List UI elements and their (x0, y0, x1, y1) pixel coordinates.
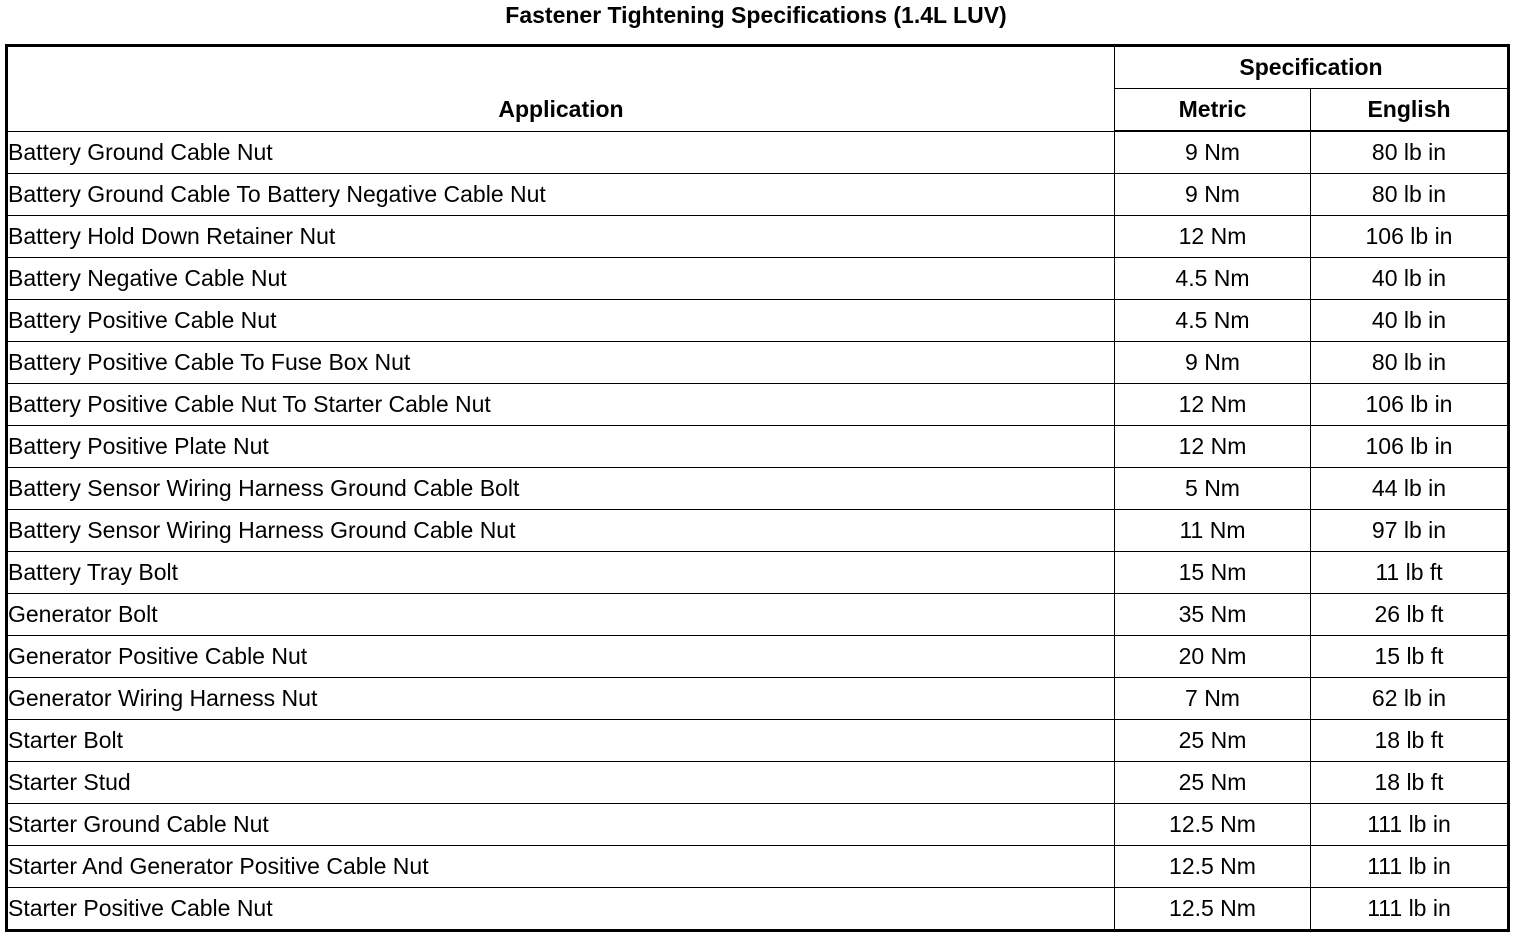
english-cell: 97 lb in (1311, 510, 1509, 552)
application-cell: Generator Bolt (7, 594, 1115, 636)
table-body (7, 131, 1509, 931)
table-row (7, 720, 1509, 762)
metric-cell: 15 Nm (1115, 552, 1311, 594)
english-cell: 40 lb in (1311, 300, 1509, 342)
metric-cell: 4.5 Nm (1115, 300, 1311, 342)
application-cell: Battery Ground Cable To Battery Negative Cable Nut (7, 174, 1115, 216)
application-cell: Battery Positive Cable To Fuse Box Nut (7, 342, 1115, 384)
application-cell: Generator Wiring Harness Nut (7, 678, 1115, 720)
english-cell: 15 lb ft (1311, 636, 1509, 678)
metric-cell: 12.5 Nm (1115, 846, 1311, 888)
table-row (7, 552, 1509, 594)
metric-cell: 25 Nm (1115, 720, 1311, 762)
metric-cell: 12.5 Nm (1115, 804, 1311, 846)
table-header (7, 46, 1509, 132)
application-cell: Battery Positive Cable Nut To Starter Cable Nut (7, 384, 1115, 426)
application-cell: Battery Negative Cable Nut (7, 258, 1115, 300)
application-cell: Battery Sensor Wiring Harness Ground Cable Bolt (7, 468, 1115, 510)
table-row (7, 888, 1509, 931)
metric-cell: 9 Nm (1115, 342, 1311, 384)
english-column-header: English (1311, 89, 1509, 132)
application-cell: Starter And Generator Positive Cable Nut (7, 846, 1115, 888)
english-cell: 80 lb in (1311, 342, 1509, 384)
table-row (7, 678, 1509, 720)
application-cell: Battery Positive Plate Nut (7, 426, 1115, 468)
table-row (7, 131, 1509, 174)
table-row (7, 258, 1509, 300)
application-cell: Battery Positive Cable Nut (7, 300, 1115, 342)
page-title: Fastener Tightening Specifications (1.4L LUV) (505, 2, 1007, 28)
metric-column-header: Metric (1115, 89, 1311, 132)
table-row (7, 426, 1509, 468)
english-cell: 111 lb in (1311, 888, 1509, 931)
table-row (7, 804, 1509, 846)
metric-cell: 25 Nm (1115, 762, 1311, 804)
table-row (7, 216, 1509, 258)
metric-cell: 7 Nm (1115, 678, 1311, 720)
application-cell: Starter Bolt (7, 720, 1115, 762)
application-cell: Battery Tray Bolt (7, 552, 1115, 594)
fastener-spec-table (5, 44, 1510, 932)
table-row (7, 300, 1509, 342)
english-cell: 111 lb in (1311, 804, 1509, 846)
english-cell: 62 lb in (1311, 678, 1509, 720)
table-row (7, 384, 1509, 426)
english-cell: 18 lb ft (1311, 762, 1509, 804)
metric-cell: 4.5 Nm (1115, 258, 1311, 300)
english-cell: 111 lb in (1311, 846, 1509, 888)
table-row (7, 846, 1509, 888)
metric-cell: 9 Nm (1115, 174, 1311, 216)
english-cell: 26 lb ft (1311, 594, 1509, 636)
english-cell: 18 lb ft (1311, 720, 1509, 762)
english-cell: 106 lb in (1311, 426, 1509, 468)
metric-cell: 5 Nm (1115, 468, 1311, 510)
application-cell: Battery Ground Cable Nut (7, 131, 1115, 174)
application-cell: Starter Positive Cable Nut (7, 888, 1115, 931)
english-cell: 11 lb ft (1311, 552, 1509, 594)
metric-cell: 9 Nm (1115, 131, 1311, 174)
metric-cell: 12 Nm (1115, 216, 1311, 258)
application-cell: Battery Sensor Wiring Harness Ground Cable Nut (7, 510, 1115, 552)
metric-cell: 11 Nm (1115, 510, 1311, 552)
english-cell: 40 lb in (1311, 258, 1509, 300)
table-row (7, 762, 1509, 804)
english-cell: 80 lb in (1311, 174, 1509, 216)
metric-cell: 20 Nm (1115, 636, 1311, 678)
header-row-top (7, 46, 1509, 89)
metric-cell: 35 Nm (1115, 594, 1311, 636)
english-cell: 106 lb in (1311, 216, 1509, 258)
metric-cell: 12 Nm (1115, 384, 1311, 426)
english-cell: 106 lb in (1311, 384, 1509, 426)
metric-cell: 12 Nm (1115, 426, 1311, 468)
application-cell: Generator Positive Cable Nut (7, 636, 1115, 678)
table-row (7, 594, 1509, 636)
specification-column-header: Specification (1115, 46, 1509, 89)
metric-cell: 12.5 Nm (1115, 888, 1311, 931)
application-cell: Starter Stud (7, 762, 1115, 804)
application-cell: Battery Hold Down Retainer Nut (7, 216, 1115, 258)
table-row (7, 636, 1509, 678)
english-cell: 80 lb in (1311, 131, 1509, 174)
table-row (7, 510, 1509, 552)
table-row (7, 174, 1509, 216)
application-column-header: Application (7, 46, 1115, 132)
table-row (7, 342, 1509, 384)
table-row (7, 468, 1509, 510)
application-cell: Starter Ground Cable Nut (7, 804, 1115, 846)
english-cell: 44 lb in (1311, 468, 1509, 510)
